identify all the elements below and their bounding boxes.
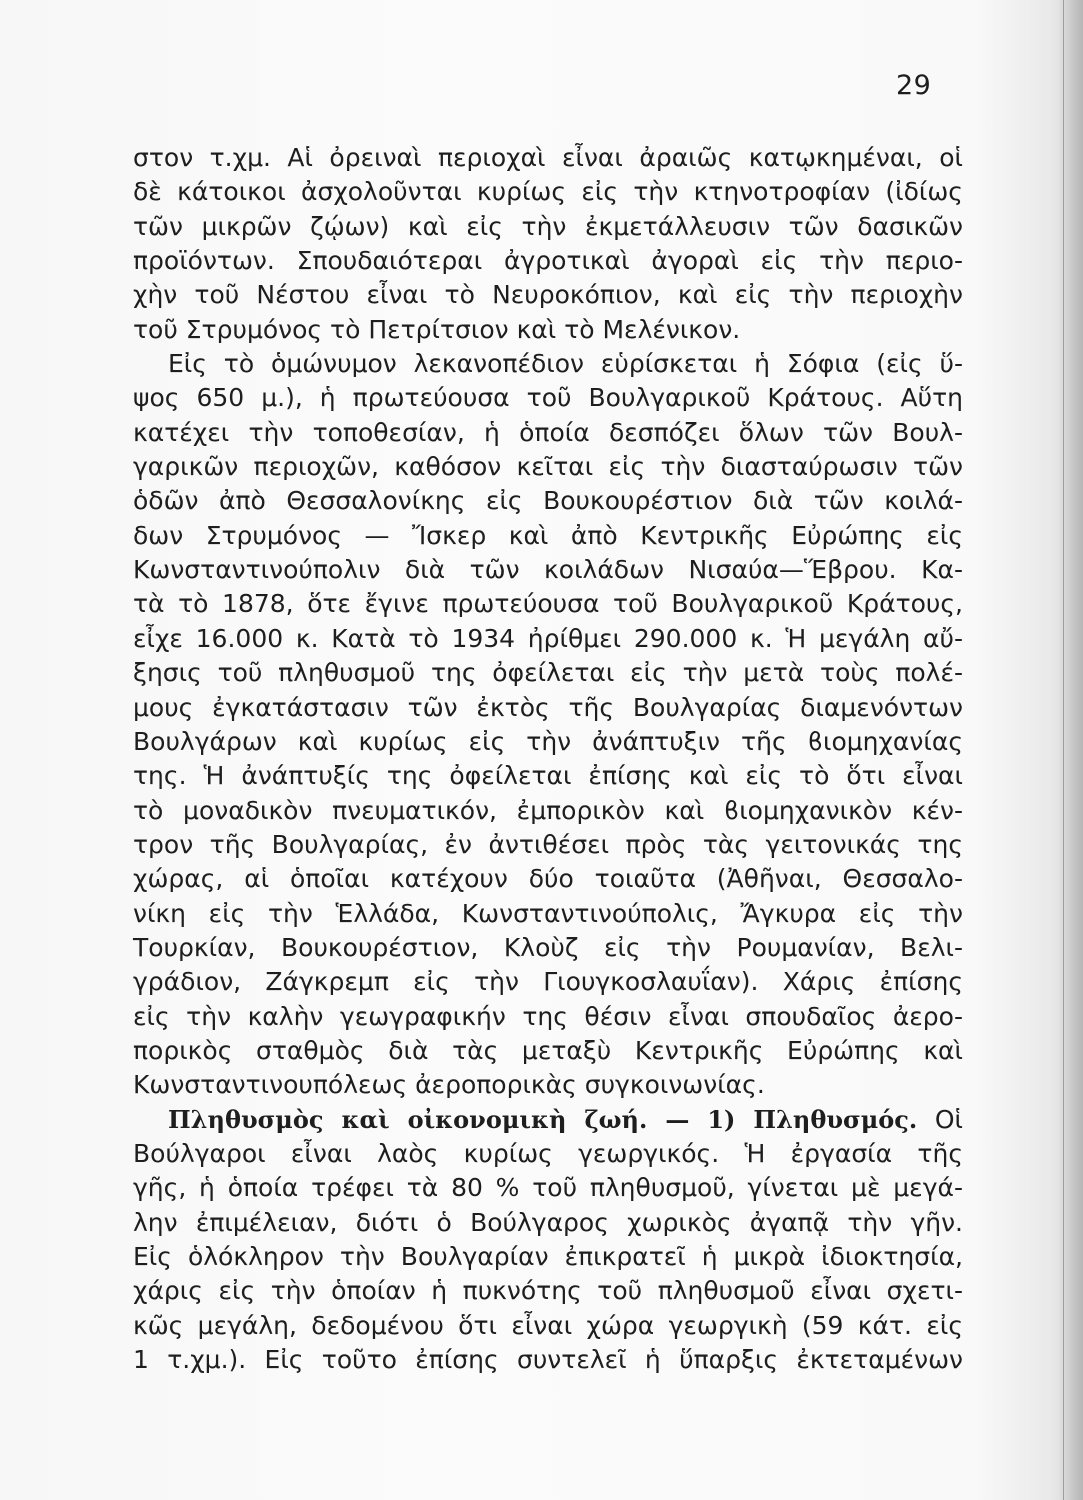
text-line: Τουρκίαν, Βουκουρέστιον, Κλοὺζ εἰς τὴν Ρουμανίαν, Βελι-	[133, 932, 963, 962]
text-line: γαρικῶν περιοχῶν, καθόσον κεῖται εἰς τὴν διασταύρωσιν τῶν	[133, 452, 963, 482]
text-line: πορικὸς σταθμὸς διὰ τὰς μεταξὺ Κεντρικῆς Εὐρώπης καὶ	[133, 1035, 963, 1065]
text-line: κῶς μεγάλη, δεδομένου ὅτι εἶναι χώρα γεωργικὴ (59 κάτ. εἰς	[133, 1310, 963, 1340]
text-line: τρον τῆς Βουλγαρίας, ἐν ἀντιθέσει πρὸς τὰς γειτονικάς της	[133, 829, 963, 859]
page-edge-shadow	[1057, 0, 1083, 1500]
page-number: 29	[896, 70, 932, 101]
text-line: Βούλγαροι εἶναι λαὸς κυρίως γεωργικός. Ἡ ἐργασία τῆς	[133, 1138, 963, 1168]
text-line: Εἰς τὸ ὁμώνυμον λεκανοπέδιον εὑρίσκεται ἡ Σόφια (εἰς ὕ-	[168, 349, 963, 379]
text-line: Κωνσταντινούπολιν διὰ τῶν κοιλάδων Νισαύα—Ἕβρου. Κα-	[133, 555, 963, 585]
text-line: εἶχε 16.000 κ. Κατὰ τὸ 1934 ἠρίθμει 290.000 κ. Ἡ μεγάλη αὔ-	[133, 623, 963, 653]
text-line: τὰ τὸ 1878, ὅτε ἔγινε πρωτεύουσα τοῦ Βουλγαρικοῦ Κράτους,	[133, 589, 963, 619]
section-heading-line	[133, 1103, 963, 1137]
text-line: χάρις εἰς τὴν ὁποίαν ἡ πυκνότης τοῦ πληθυσμοῦ εἶναι σχετι-	[133, 1276, 963, 1306]
body-text	[133, 141, 963, 1377]
text-line: τὸ μοναδικὸν πνευματικόν, ἐμπορικὸν καὶ ϐιομηχανικὸν κέν-	[133, 795, 963, 825]
text-line: νίκη εἰς τὴν Ἑλλάδα, Κωνσταντινούπολις, Ἄγκυρα εἰς τὴν	[133, 898, 963, 928]
text-line: της. Ἡ ἀνάπτυξίς της ὀφείλεται ἐπίσης καὶ εἰς τὸ ὅτι εἶναι	[133, 761, 963, 791]
text-line: τοῦ Στρυμόνος τὸ Πετρίτσιον καὶ τὸ Μελένικον.	[133, 314, 741, 344]
text-line: ὁδῶν ἀπὸ Θεσσαλονίκης εἰς Βουκουρέστιον διὰ τῶν κοιλά-	[133, 486, 963, 516]
text-line: δων Στρυμόνος — Ἴσκερ καὶ ἀπὸ Κεντρικῆς Εὐρώπης εἰς	[133, 520, 963, 550]
text-line: δὲ κάτοικοι ἀσχολοῦνται κυρίως εἰς τὴν κτηνοτροφίαν (ἰδίως	[133, 177, 963, 207]
text-line: ξησις τοῦ πληθυσμοῦ της ὀφείλεται εἰς τὴν μετὰ τοὺς πολέ-	[133, 658, 963, 688]
text-line: κατέχει τὴν τοποθεσίαν, ἡ ὁποία δεσπόζει ὅλων τῶν Βουλ-	[133, 417, 963, 447]
text-line: χὴν τοῦ Νέστου εἶναι τὸ Νευροκόπιον, καὶ εἰς τὴν περιοχὴν	[133, 280, 963, 310]
text-line: γράδιον, Ζάγκρεμπ εἰς τὴν Γιουγκοσλαυΐαν). Χάρις ἐπίσης	[133, 967, 963, 997]
text-line: 1 τ.χμ.). Εἰς τοῦτο ἐπίσης συντελεῖ ἡ ὕπαρξις ἐκτεταμένων	[133, 1345, 963, 1375]
text-line: ψος 650 μ.), ἡ πρωτεύουσα τοῦ Βουλγαρικοῦ Κράτους. Αὕτη	[133, 383, 963, 413]
section-heading: Πληθυσμὸς καὶ οἰκονομικὴ ζωή. — 1) Πληθυσμός.	[168, 1104, 918, 1134]
text-line: λην ἐπιμέλειαν, διότι ὁ Βούλγαρος χωρικὸς ἀγαπᾷ τὴν γῆν.	[133, 1207, 963, 1237]
text-line: Βουλγάρων καὶ κυρίως εἰς τὴν ἀνάπτυξιν τῆς ϐιομηχανίας	[133, 726, 963, 756]
text-line: γῆς, ἡ ὁποία τρέφει τὰ 80 % τοῦ πληθυσμοῦ, γίνεται μὲ μεγά-	[133, 1173, 963, 1203]
text-line: Εἰς ὁλόκληρον τὴν Βουλγαρίαν ἐπικρατεῖ ἡ μικρὰ ἰδιοκτησία,	[133, 1242, 963, 1271]
text-line: χώρας, αἱ ὁποῖαι κατέχουν δύο τοιαῦτα (Ἀθῆναι, Θεσσαλο-	[133, 864, 963, 894]
text-line: προϊόντων. Σπουδαιότεραι ἀγροτικαὶ ἀγοραὶ εἰς τὴν περιο-	[133, 246, 963, 276]
text-fragment: Οἱ	[934, 1104, 963, 1134]
text-line: τῶν μικρῶν ζῴων) καὶ εἰς τὴν ἐκμετάλλευσιν τῶν δασικῶν	[133, 211, 963, 241]
text-line: μους ἐγκατάστασιν τῶν ἐκτὸς τῆς Βουλγαρίας διαμενόντων	[133, 692, 963, 722]
text-line: στον τ.χμ. Αἱ ὀρειναὶ περιοχαὶ εἶναι ἀραιῶς κατῳκημέναι, οἱ	[133, 143, 963, 172]
text-line: εἰς τὴν καλὴν γεωγραφικήν της θέσιν εἶναι σπουδαῖος ἀερο-	[133, 1001, 963, 1031]
text-line: Κωνσταντινουπόλεως ἀεροπορικὰς συγκοινωνίας.	[133, 1070, 765, 1100]
